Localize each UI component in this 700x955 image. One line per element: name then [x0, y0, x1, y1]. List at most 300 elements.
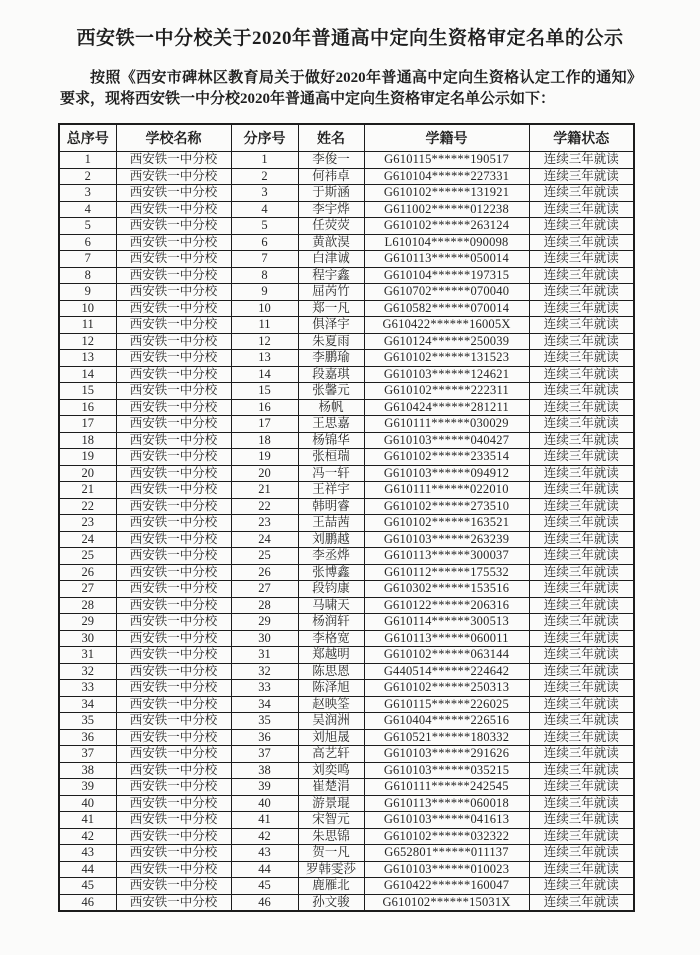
cell-student-id: G610404******226516: [364, 713, 529, 730]
cell-status: 连续三年就读: [529, 894, 634, 911]
cell-school-name: 西安铁一中分校: [116, 812, 231, 829]
cell-school-name: 西安铁一中分校: [116, 894, 231, 911]
cell-sub-no: 41: [231, 812, 298, 829]
table-row: [59, 845, 634, 862]
cell-sub-no: 46: [231, 894, 298, 911]
cell-school-name: 西安铁一中分校: [116, 234, 231, 251]
cell-student-name: 郑越明: [298, 647, 364, 664]
roster-body: [59, 152, 634, 912]
cell-total-no: 5: [59, 218, 116, 235]
cell-student-id: G610102******032322: [364, 828, 529, 845]
cell-status: 连续三年就读: [529, 515, 634, 532]
cell-status: 连续三年就读: [529, 729, 634, 746]
cell-sub-no: 35: [231, 713, 298, 730]
table-row: [59, 465, 634, 482]
cell-student-id: G610302******153516: [364, 581, 529, 598]
cell-student-name: 鹿雁北: [298, 878, 364, 895]
cell-school-name: 西安铁一中分校: [116, 713, 231, 730]
cell-sub-no: 11: [231, 317, 298, 334]
cell-sub-no: 8: [231, 267, 298, 284]
cell-total-no: 13: [59, 350, 116, 367]
cell-school-name: 西安铁一中分校: [116, 465, 231, 482]
cell-total-no: 6: [59, 234, 116, 251]
table-row: [59, 812, 634, 829]
cell-total-no: 42: [59, 828, 116, 845]
cell-student-name: 朱夏雨: [298, 333, 364, 350]
cell-status: 连续三年就读: [529, 878, 634, 895]
cell-total-no: 43: [59, 845, 116, 862]
cell-sub-no: 5: [231, 218, 298, 235]
cell-status: 连续三年就读: [529, 449, 634, 466]
cell-sub-no: 3: [231, 185, 298, 202]
cell-total-no: 12: [59, 333, 116, 350]
header-row: [59, 124, 634, 152]
cell-total-no: 23: [59, 515, 116, 532]
cell-student-name: 郑一凡: [298, 300, 364, 317]
table-row: [59, 201, 634, 218]
cell-sub-no: 9: [231, 284, 298, 301]
cell-status: 连续三年就读: [529, 548, 634, 565]
cell-status: 连续三年就读: [529, 531, 634, 548]
cell-school-name: 西安铁一中分校: [116, 317, 231, 334]
table-row: [59, 828, 634, 845]
cell-school-name: 西安铁一中分校: [116, 630, 231, 647]
header-student-id: 学籍号: [364, 124, 529, 152]
cell-status: 连续三年就读: [529, 845, 634, 862]
cell-school-name: 西安铁一中分校: [116, 350, 231, 367]
table-row: [59, 432, 634, 449]
table-row: [59, 894, 634, 911]
cell-status: 连续三年就读: [529, 350, 634, 367]
cell-school-name: 西安铁一中分校: [116, 845, 231, 862]
cell-student-id: G610102******063144: [364, 647, 529, 664]
page-title: 西安铁一中分校关于2020年普通高中定向生资格审定名单的公示: [76, 28, 624, 49]
cell-status: 连续三年就读: [529, 828, 634, 845]
cell-status: 连续三年就读: [529, 267, 634, 284]
cell-student-name: 游景琨: [298, 795, 364, 812]
table-row: [59, 416, 634, 433]
cell-status: 连续三年就读: [529, 218, 634, 235]
cell-school-name: 西安铁一中分校: [116, 762, 231, 779]
cell-sub-no: 24: [231, 531, 298, 548]
cell-student-name: 冯一轩: [298, 465, 364, 482]
table-row: [59, 366, 634, 383]
cell-total-no: 24: [59, 531, 116, 548]
cell-sub-no: 16: [231, 399, 298, 416]
cell-school-name: 西安铁一中分校: [116, 366, 231, 383]
cell-sub-no: 14: [231, 366, 298, 383]
table-row: [59, 647, 634, 664]
cell-student-id: G440514******224642: [364, 663, 529, 680]
cell-total-no: 31: [59, 647, 116, 664]
cell-school-name: 西安铁一中分校: [116, 581, 231, 598]
cell-status: 连续三年就读: [529, 713, 634, 730]
cell-total-no: 22: [59, 498, 116, 515]
cell-total-no: 45: [59, 878, 116, 895]
cell-total-no: 9: [59, 284, 116, 301]
cell-status: 连续三年就读: [529, 234, 634, 251]
cell-student-name: 何祎卓: [298, 168, 364, 185]
cell-student-id: G610102******263124: [364, 218, 529, 235]
cell-school-name: 西安铁一中分校: [116, 399, 231, 416]
cell-school-name: 西安铁一中分校: [116, 152, 231, 169]
cell-sub-no: 29: [231, 614, 298, 631]
table-row: [59, 614, 634, 631]
cell-status: 连续三年就读: [529, 251, 634, 268]
intro-paragraph: 按照《西安市碑林区教育局关于做好2020年普通高中定向生资格认定工作的通知》要求，现将西安铁一中分校2020年普通高中定向生资格审定名单公示如下：: [60, 70, 642, 107]
cell-school-name: 西安铁一中分校: [116, 515, 231, 532]
cell-status: 连续三年就读: [529, 498, 634, 515]
table-row: [59, 515, 634, 532]
cell-school-name: 西安铁一中分校: [116, 383, 231, 400]
table-row: [59, 597, 634, 614]
cell-student-id: G610114******300513: [364, 614, 529, 631]
cell-sub-no: 27: [231, 581, 298, 598]
cell-school-name: 西安铁一中分校: [116, 696, 231, 713]
cell-sub-no: 21: [231, 482, 298, 499]
cell-student-id: G610113******060011: [364, 630, 529, 647]
cell-student-id: G610103******040427: [364, 432, 529, 449]
header-status: 学籍状态: [529, 124, 634, 152]
cell-student-id: G610103******124621: [364, 366, 529, 383]
cell-student-id: G610103******094912: [364, 465, 529, 482]
cell-student-name: 罗韩雯莎: [298, 861, 364, 878]
cell-total-no: 16: [59, 399, 116, 416]
roster-table-header: [59, 124, 634, 152]
cell-status: 连续三年就读: [529, 647, 634, 664]
cell-sub-no: 39: [231, 779, 298, 796]
cell-total-no: 26: [59, 564, 116, 581]
cell-sub-no: 37: [231, 746, 298, 763]
cell-status: 连续三年就读: [529, 564, 634, 581]
cell-student-id: G610111******030029: [364, 416, 529, 433]
cell-school-name: 西安铁一中分校: [116, 498, 231, 515]
cell-status: 连续三年就读: [529, 482, 634, 499]
table-row: [59, 168, 634, 185]
cell-school-name: 西安铁一中分校: [116, 828, 231, 845]
cell-school-name: 西安铁一中分校: [116, 647, 231, 664]
cell-sub-no: 12: [231, 333, 298, 350]
cell-sub-no: 31: [231, 647, 298, 664]
table-row: [59, 630, 634, 647]
table-row: [59, 267, 634, 284]
cell-sub-no: 28: [231, 597, 298, 614]
cell-sub-no: 4: [231, 201, 298, 218]
cell-student-name: 吴润洲: [298, 713, 364, 730]
cell-student-id: G610115******190517: [364, 152, 529, 169]
cell-student-id: G610702******070040: [364, 284, 529, 301]
cell-total-no: 46: [59, 894, 116, 911]
table-row: [59, 762, 634, 779]
cell-student-id: G610424******281211: [364, 399, 529, 416]
cell-total-no: 25: [59, 548, 116, 565]
cell-status: 连续三年就读: [529, 185, 634, 202]
cell-school-name: 西安铁一中分校: [116, 746, 231, 763]
cell-school-name: 西安铁一中分校: [116, 548, 231, 565]
cell-status: 连续三年就读: [529, 746, 634, 763]
cell-school-name: 西安铁一中分校: [116, 861, 231, 878]
cell-student-name: 屈芮竹: [298, 284, 364, 301]
cell-student-name: 杨帆: [298, 399, 364, 416]
cell-school-name: 西安铁一中分校: [116, 185, 231, 202]
cell-student-name: 俱泽宇: [298, 317, 364, 334]
cell-student-id: G610103******291626: [364, 746, 529, 763]
cell-status: 连续三年就读: [529, 597, 634, 614]
cell-school-name: 西安铁一中分校: [116, 482, 231, 499]
cell-student-name: 任荧荧: [298, 218, 364, 235]
cell-student-id: G610102******163521: [364, 515, 529, 532]
cell-student-name: 刘鹏越: [298, 531, 364, 548]
cell-total-no: 27: [59, 581, 116, 598]
cell-student-name: 黄歆淏: [298, 234, 364, 251]
cell-student-id: G610113******050014: [364, 251, 529, 268]
cell-status: 连续三年就读: [529, 812, 634, 829]
cell-status: 连续三年就读: [529, 779, 634, 796]
cell-school-name: 西安铁一中分校: [116, 663, 231, 680]
cell-total-no: 40: [59, 795, 116, 812]
cell-total-no: 15: [59, 383, 116, 400]
cell-total-no: 1: [59, 152, 116, 169]
cell-student-id: G610102******250313: [364, 680, 529, 697]
cell-student-name: 李宇烨: [298, 201, 364, 218]
table-row: [59, 531, 634, 548]
table-row: [59, 350, 634, 367]
cell-student-name: 程宇鑫: [298, 267, 364, 284]
cell-school-name: 西安铁一中分校: [116, 284, 231, 301]
cell-student-id: G610103******041613: [364, 812, 529, 829]
header-student-name: 姓名: [298, 124, 364, 152]
table-row: [59, 498, 634, 515]
cell-status: 连续三年就读: [529, 168, 634, 185]
cell-student-id: G652801******011137: [364, 845, 529, 862]
cell-status: 连续三年就读: [529, 762, 634, 779]
cell-status: 连续三年就读: [529, 300, 634, 317]
table-row: [59, 713, 634, 730]
cell-student-id: G610113******300037: [364, 548, 529, 565]
table-row: [59, 861, 634, 878]
cell-status: 连续三年就读: [529, 795, 634, 812]
cell-total-no: 10: [59, 300, 116, 317]
table-row: [59, 746, 634, 763]
table-row: [59, 185, 634, 202]
cell-school-name: 西安铁一中分校: [116, 267, 231, 284]
table-row: [59, 333, 634, 350]
cell-student-id: G610104******227331: [364, 168, 529, 185]
cell-school-name: 西安铁一中分校: [116, 729, 231, 746]
cell-student-id: G610122******206316: [364, 597, 529, 614]
roster-table: [58, 123, 635, 912]
cell-total-no: 28: [59, 597, 116, 614]
cell-status: 连续三年就读: [529, 399, 634, 416]
cell-sub-no: 26: [231, 564, 298, 581]
cell-school-name: 西安铁一中分校: [116, 333, 231, 350]
header-total-no: 总序号: [59, 124, 116, 152]
cell-student-id: G610113******060018: [364, 795, 529, 812]
cell-student-name: 陈思恩: [298, 663, 364, 680]
cell-student-id: G610104******197315: [364, 267, 529, 284]
table-row: [59, 729, 634, 746]
cell-total-no: 38: [59, 762, 116, 779]
cell-school-name: 西安铁一中分校: [116, 168, 231, 185]
cell-total-no: 18: [59, 432, 116, 449]
cell-student-name: 杨润轩: [298, 614, 364, 631]
cell-total-no: 11: [59, 317, 116, 334]
table-row: [59, 449, 634, 466]
table-row: [59, 696, 634, 713]
cell-total-no: 7: [59, 251, 116, 268]
cell-student-id: G610103******035215: [364, 762, 529, 779]
cell-school-name: 西安铁一中分校: [116, 201, 231, 218]
cell-student-id: G610112******175532: [364, 564, 529, 581]
cell-sub-no: 19: [231, 449, 298, 466]
cell-sub-no: 40: [231, 795, 298, 812]
cell-sub-no: 13: [231, 350, 298, 367]
table-row: [59, 251, 634, 268]
cell-student-name: 李格宽: [298, 630, 364, 647]
cell-sub-no: 18: [231, 432, 298, 449]
cell-student-name: 贺一凡: [298, 845, 364, 862]
cell-sub-no: 10: [231, 300, 298, 317]
cell-school-name: 西安铁一中分校: [116, 251, 231, 268]
cell-total-no: 14: [59, 366, 116, 383]
cell-sub-no: 20: [231, 465, 298, 482]
cell-student-name: 李丞烨: [298, 548, 364, 565]
cell-total-no: 19: [59, 449, 116, 466]
header-school-name: 学校名称: [116, 124, 231, 152]
cell-status: 连续三年就读: [529, 201, 634, 218]
cell-school-name: 西安铁一中分校: [116, 218, 231, 235]
cell-school-name: 西安铁一中分校: [116, 449, 231, 466]
cell-total-no: 33: [59, 680, 116, 697]
cell-total-no: 8: [59, 267, 116, 284]
cell-student-name: 段嘉琪: [298, 366, 364, 383]
cell-student-name: 李俊一: [298, 152, 364, 169]
cell-student-name: 朱思锦: [298, 828, 364, 845]
cell-total-no: 30: [59, 630, 116, 647]
cell-student-name: 马啸天: [298, 597, 364, 614]
cell-student-id: G610102******131921: [364, 185, 529, 202]
cell-student-id: G610103******010023: [364, 861, 529, 878]
cell-student-id: G610582******070014: [364, 300, 529, 317]
cell-sub-no: 33: [231, 680, 298, 697]
cell-student-name: 陈泽旭: [298, 680, 364, 697]
cell-student-id: G611002******012238: [364, 201, 529, 218]
cell-sub-no: 44: [231, 861, 298, 878]
cell-student-name: 赵映筌: [298, 696, 364, 713]
cell-sub-no: 45: [231, 878, 298, 895]
table-row: [59, 581, 634, 598]
cell-student-id: G610124******250039: [364, 333, 529, 350]
cell-status: 连续三年就读: [529, 581, 634, 598]
cell-sub-no: 34: [231, 696, 298, 713]
cell-total-no: 36: [59, 729, 116, 746]
cell-status: 连续三年就读: [529, 861, 634, 878]
cell-status: 连续三年就读: [529, 284, 634, 301]
table-row: [59, 234, 634, 251]
cell-student-id: G610102******131523: [364, 350, 529, 367]
cell-status: 连续三年就读: [529, 630, 634, 647]
cell-status: 连续三年就读: [529, 333, 634, 350]
cell-total-no: 20: [59, 465, 116, 482]
cell-student-id: G610102******15031X: [364, 894, 529, 911]
table-row: [59, 663, 634, 680]
cell-total-no: 29: [59, 614, 116, 631]
table-row: [59, 795, 634, 812]
cell-student-id: G610422******16005X: [364, 317, 529, 334]
cell-sub-no: 32: [231, 663, 298, 680]
cell-status: 连续三年就读: [529, 432, 634, 449]
cell-school-name: 西安铁一中分校: [116, 416, 231, 433]
table-row: [59, 680, 634, 697]
cell-student-name: 张博鑫: [298, 564, 364, 581]
cell-student-id: G610102******233514: [364, 449, 529, 466]
table-row: [59, 482, 634, 499]
cell-sub-no: 36: [231, 729, 298, 746]
cell-sub-no: 6: [231, 234, 298, 251]
cell-student-name: 段钧康: [298, 581, 364, 598]
cell-student-id: G610521******180332: [364, 729, 529, 746]
cell-student-name: 崔楚涓: [298, 779, 364, 796]
cell-student-id: G610103******263239: [364, 531, 529, 548]
cell-school-name: 西安铁一中分校: [116, 680, 231, 697]
table-row: [59, 383, 634, 400]
cell-student-id: G610111******242545: [364, 779, 529, 796]
cell-student-name: 孙文骏: [298, 894, 364, 911]
table-row: [59, 878, 634, 895]
cell-status: 连续三年就读: [529, 317, 634, 334]
cell-student-name: 刘奕鸣: [298, 762, 364, 779]
cell-school-name: 西安铁一中分校: [116, 564, 231, 581]
cell-student-id: G610111******022010: [364, 482, 529, 499]
cell-school-name: 西安铁一中分校: [116, 779, 231, 796]
table-row: [59, 152, 634, 169]
cell-sub-no: 15: [231, 383, 298, 400]
cell-status: 连续三年就读: [529, 614, 634, 631]
cell-student-name: 王祥宇: [298, 482, 364, 499]
cell-student-name: 王思嘉: [298, 416, 364, 433]
cell-sub-no: 1: [231, 152, 298, 169]
cell-school-name: 西安铁一中分校: [116, 795, 231, 812]
cell-student-name: 王喆茜: [298, 515, 364, 532]
cell-total-no: 3: [59, 185, 116, 202]
cell-student-id: G610102******222311: [364, 383, 529, 400]
cell-school-name: 西安铁一中分校: [116, 597, 231, 614]
cell-student-name: 李鹏瑜: [298, 350, 364, 367]
table-row: [59, 300, 634, 317]
cell-sub-no: 23: [231, 515, 298, 532]
cell-student-id: G610115******226025: [364, 696, 529, 713]
cell-total-no: 44: [59, 861, 116, 878]
cell-student-name: 杨锦华: [298, 432, 364, 449]
cell-total-no: 41: [59, 812, 116, 829]
cell-status: 连续三年就读: [529, 465, 634, 482]
cell-sub-no: 22: [231, 498, 298, 515]
cell-status: 连续三年就读: [529, 663, 634, 680]
cell-sub-no: 43: [231, 845, 298, 862]
cell-status: 连续三年就读: [529, 680, 634, 697]
cell-sub-no: 2: [231, 168, 298, 185]
cell-status: 连续三年就读: [529, 416, 634, 433]
cell-school-name: 西安铁一中分校: [116, 300, 231, 317]
table-row: [59, 779, 634, 796]
cell-total-no: 32: [59, 663, 116, 680]
cell-total-no: 17: [59, 416, 116, 433]
table-row: [59, 564, 634, 581]
cell-status: 连续三年就读: [529, 152, 634, 169]
header-sub-no: 分序号: [231, 124, 298, 152]
cell-status: 连续三年就读: [529, 383, 634, 400]
table-row: [59, 548, 634, 565]
